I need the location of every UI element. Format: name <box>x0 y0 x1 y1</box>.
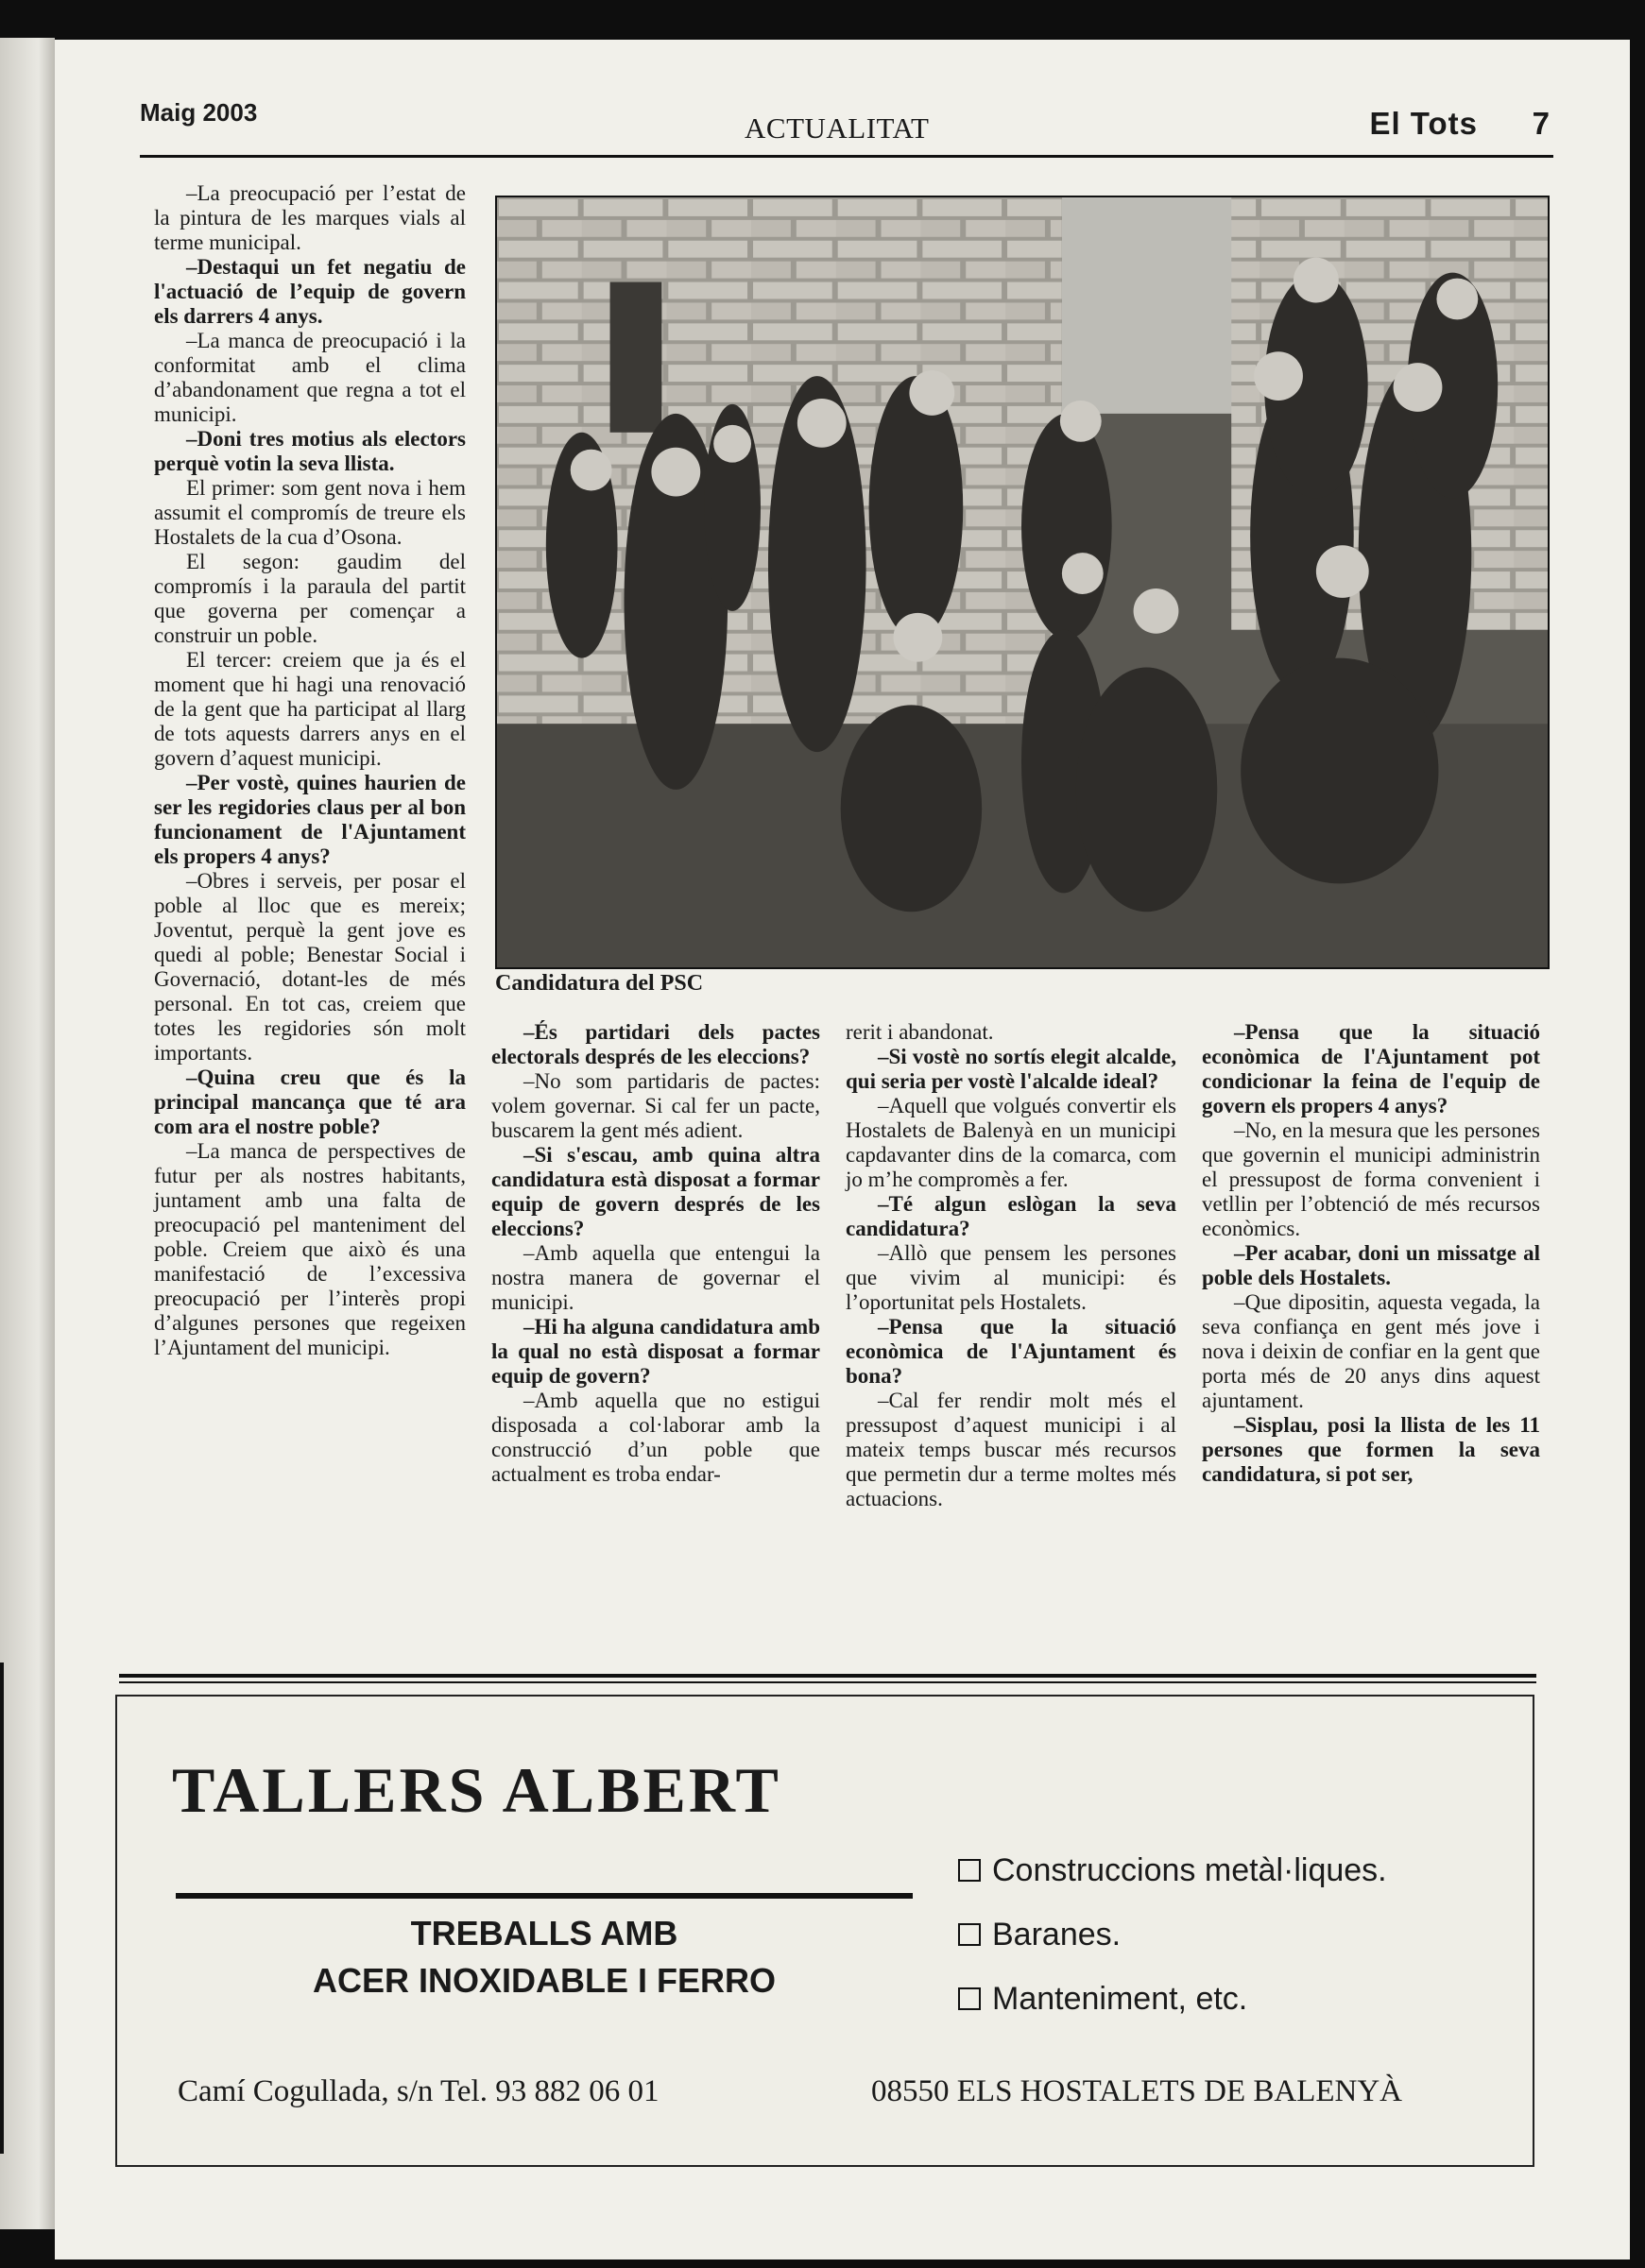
photo-caption: Candidatura del PSC <box>495 971 704 996</box>
ad-logo: TALLERS ALBERT <box>172 1754 781 1826</box>
interview-question: –Destaqui un fet negatiu de l'actuació de l’equip de govern els darrers 4 anys. <box>154 255 466 328</box>
interview-question: –Pensa que la situació econòmica de l'Ajuntament pot condicionar la feina de l'equip de govern els propers 4 anys? <box>1202 1020 1540 1117</box>
interview-answer: –No som partidaris de pactes: volem governar. Si cal fer un pacte, buscarem la gent més adient. <box>491 1069 820 1142</box>
interview-question: –Per acabar, doni un missatge al poble dels Hostalets. <box>1202 1241 1540 1289</box>
checkbox-icon <box>958 1859 981 1882</box>
ad-separator-rule-thin <box>119 1681 1536 1683</box>
article-column-1 <box>154 181 466 1360</box>
interview-answer: –La manca de perspectives de futur per als nostres habitants, juntament amb una falta de preocupació pel manteniment del poble. Creiem que això és una manifestació de l’excessiva preocupació per l’interès propi d’algunes persones que regeixen l’Ajuntament del municipi. <box>154 1139 466 1359</box>
interview-answer: –La preocupació per l’estat de la pintura de les marques vials al terme municipal. <box>154 181 466 254</box>
interview-answer: El tercer: creiem que ja és el moment que hi hagi una renovació de la gent que ha participat al llarg de tots aquests darrers anys en el govern d’aquest municipi. <box>154 648 466 770</box>
interview-answer: rerit i abandonat. <box>846 1020 994 1044</box>
ad-headline-1: TREBALLS AMB <box>410 1914 678 1953</box>
interview-question: –Hi ha alguna candidatura amb la qual no està disposat a formar equip de govern? <box>491 1315 820 1388</box>
interview-question: –Si s'escau, amb quina altra candidatura està disposat a formar equip de govern després de les eleccions? <box>491 1143 820 1240</box>
interview-question: –Pensa que la situació econòmica de l'Ajuntament és bona? <box>846 1315 1176 1388</box>
page-header <box>140 98 1553 145</box>
checkbox-icon <box>958 1987 981 2010</box>
interview-question: –Per vostè, quines haurien de ser les regidories claus per al bon funcionament de l'Ajuntament els propers 4 anys? <box>154 771 466 868</box>
interview-answer: El segon: gaudim del compromís i la paraula del partit que governa per començar a construir un poble. <box>154 550 466 647</box>
checkbox-icon <box>958 1923 981 1946</box>
ad-service-item: Manteniment, etc. <box>958 1967 1387 2031</box>
ad-service-item: Construccions metàl·liques. <box>958 1838 1387 1902</box>
interview-question: –Quina creu que és la principal mancança que té ara com ara el nostre poble? <box>154 1066 466 1138</box>
ad-separator-rule <box>119 1674 1536 1678</box>
interview-answer: –La manca de preocupació i la conformitat amb el clima d’abandonament que regna a tot el municipi. <box>154 329 466 426</box>
interview-answer: –Que dipositin, aquesta vegada, la seva confiança en gent més jove i nova i deixin de confiar en la gent que porta més de 20 anys dins aquest ajuntament. <box>1202 1290 1540 1412</box>
ad-logo-underline <box>176 1893 913 1899</box>
ad-address-phone: Camí Cogullada, s/n Tel. 93 882 06 01 <box>178 2074 660 2108</box>
interview-answer: –Obres i serveis, per posar el poble al lloc que es mereix; Joventut, perquè la gent jove es quedi al poble; Benestar Social i Governació, dotant-les de més personal. En tot cas, creiem que totes les regidories són molt importants. <box>154 869 466 1065</box>
interview-answer: –No, en la mesura que les persones que governin el municipi administrin el pressupost de forma convenient i vetllin per l’obtenció de més recursos econòmics. <box>1202 1118 1540 1240</box>
interview-answer: –Amb aquella que entengui la nostra manera de governar el municipi. <box>491 1241 820 1314</box>
article-column-2 <box>491 1020 820 1487</box>
article-column-4 <box>1202 1020 1540 1487</box>
interview-question: –Té algun eslògan la seva candidatura? <box>846 1192 1176 1240</box>
interview-answer: –Amb aquella que no estigui disposada a col·laborar amb la construcció d’un poble que actualment es troba endar- <box>491 1389 820 1486</box>
interview-answer: –Allò que pensem les persones que vivim al municipi: és l’oportunitat pels Hostalets. <box>846 1241 1176 1314</box>
section-title: ACTUALITAT <box>745 111 930 145</box>
header-rule <box>140 155 1553 158</box>
ad-headline-2: ACER INOXIDABLE I FERRO <box>312 1961 777 2000</box>
interview-answer: El primer: som gent nova i hem assumit el compromís de treure els Hostalets de la cua d’Osona. <box>154 476 466 549</box>
issue-date: Maig 2003 <box>140 98 258 127</box>
ad-address-town: 08550 ELS HOSTALETS DE BALENYÀ <box>871 2074 1402 2108</box>
ad-services-list <box>958 1838 1387 2031</box>
ad-service-item: Baranes. <box>958 1902 1387 1967</box>
page-number: 7 <box>1532 106 1550 141</box>
interview-question: –Doni tres motius als electors perquè votin la seva llista. <box>154 427 466 475</box>
interview-question: –Si vostè no sortís elegit alcalde, qui seria per vostè l'alcalde ideal? <box>846 1045 1176 1093</box>
facing-page-edge <box>0 38 55 2229</box>
advertisement <box>115 1695 1534 2167</box>
binding-mark <box>0 1663 4 2154</box>
group-photo <box>495 196 1550 969</box>
interview-answer: –Cal fer rendir molt més el pressupost d’aquest municipi i al mateix temps buscar més recursos que permetin dur a terme moltes més actuacions. <box>846 1389 1176 1510</box>
article-column-3 <box>846 1020 1176 1511</box>
interview-question: –Sisplau, posi la llista de les 11 persones que formen la seva candidatura, si pot ser, <box>1202 1413 1540 1486</box>
magazine-name: El Tots <box>1369 106 1478 141</box>
interview-answer: –Aquell que volgués convertir els Hostalets de Balenyà en un municipi capdavanter dins de la comarca, com jo m’he compromès a fer. <box>846 1094 1176 1191</box>
interview-question: –És partidari dels pactes electorals després de les eleccions? <box>491 1020 820 1068</box>
